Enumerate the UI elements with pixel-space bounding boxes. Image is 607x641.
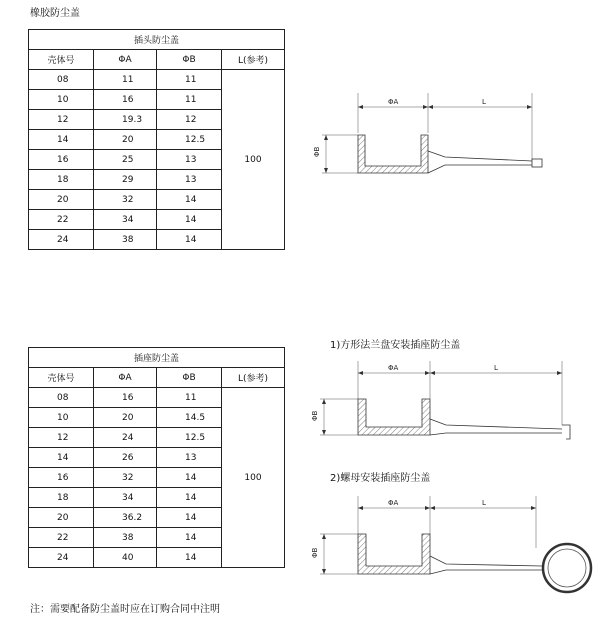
svg-text:ΦB: ΦB [313, 146, 321, 157]
cell-shell-size: 10 [29, 408, 94, 428]
cell-shell-size: 14 [29, 130, 94, 150]
header-shell-size: 壳体号 [29, 50, 94, 70]
drawing-caption-nut: 2)螺母安装插座防尘盖 [330, 473, 431, 484]
cell-shell-size: 18 [29, 488, 94, 508]
cell-dia-a: 29 [94, 170, 157, 190]
cell-dia-a: 20 [94, 130, 157, 150]
cell-dia-a: 26 [94, 448, 157, 468]
cell-shell-size: 12 [29, 110, 94, 130]
dimension-length [430, 496, 536, 548]
dimension-phi-b [313, 135, 358, 173]
cell-dia-a: 11 [94, 70, 157, 90]
table-caption-row [29, 348, 285, 368]
header-dia-b: ΦB [157, 368, 222, 388]
nut-socket-cover-drawing [300, 488, 600, 598]
svg-text:ΦA: ΦA [388, 499, 399, 507]
cell-shell-size: 16 [29, 150, 94, 170]
cell-shell-size: 20 [29, 190, 94, 210]
dimension-length [428, 93, 532, 160]
header-length: L(参考) [222, 50, 285, 70]
cell-dia-a: 40 [94, 548, 157, 568]
cover-body [358, 534, 542, 574]
cell-shell-size: 08 [29, 388, 94, 408]
cell-shell-size: 08 [29, 70, 94, 90]
order-note: 注：需要配备防尘盖时应在订购合同中注明 [30, 604, 220, 615]
cell-dia-a: 34 [94, 210, 157, 230]
svg-text:ΦB: ΦB [311, 547, 319, 558]
table-caption: 插座防尘盖 [29, 348, 285, 368]
cell-dia-a: 34 [94, 488, 157, 508]
cell-dia-a: 32 [94, 190, 157, 210]
cell-dia-b: 14 [157, 548, 222, 568]
svg-text:L: L [482, 499, 486, 507]
cell-dia-b: 14.5 [157, 408, 222, 428]
cell-dia-a: 16 [94, 388, 157, 408]
cell-dia-b: 11 [157, 70, 222, 90]
cell-dia-a: 20 [94, 408, 157, 428]
cell-shell-size: 24 [29, 548, 94, 568]
cell-length: 100 [222, 70, 285, 250]
dimension-length [430, 361, 562, 425]
table-caption-row [29, 30, 285, 50]
table-header-row [29, 50, 285, 70]
cell-shell-size: 18 [29, 170, 94, 190]
header-shell-size: 壳体号 [29, 368, 94, 388]
cell-dia-b: 12.5 [157, 130, 222, 150]
dimension-phi-a [358, 361, 430, 399]
cell-shell-size: 14 [29, 448, 94, 468]
svg-text:ΦB: ΦB [311, 410, 319, 421]
cell-dia-b: 12.5 [157, 428, 222, 448]
retaining-ring [543, 544, 591, 592]
header-dia-a: ΦA [94, 368, 157, 388]
cell-shell-size: 12 [29, 428, 94, 448]
cell-dia-a: 38 [94, 230, 157, 250]
dimension-phi-b [311, 534, 358, 574]
cell-dia-b: 14 [157, 528, 222, 548]
cell-dia-a: 32 [94, 468, 157, 488]
cell-dia-b: 14 [157, 230, 222, 250]
cell-dia-a: 24 [94, 428, 157, 448]
svg-text:L: L [482, 98, 486, 106]
cell-dia-b: 14 [157, 210, 222, 230]
cell-dia-b: 13 [157, 170, 222, 190]
cell-dia-a: 19.3 [94, 110, 157, 130]
cell-dia-b: 14 [157, 488, 222, 508]
table-header-row [29, 368, 285, 388]
cell-shell-size: 22 [29, 528, 94, 548]
cell-dia-b: 14 [157, 468, 222, 488]
cell-dia-a: 38 [94, 528, 157, 548]
cover-body [358, 399, 570, 439]
cell-shell-size: 20 [29, 508, 94, 528]
cell-shell-size: 10 [29, 90, 94, 110]
cell-dia-b: 14 [157, 508, 222, 528]
cell-dia-b: 12 [157, 110, 222, 130]
cell-dia-b: 13 [157, 448, 222, 468]
table-caption: 插头防尘盖 [29, 30, 285, 50]
cell-shell-size: 22 [29, 210, 94, 230]
table-row [29, 388, 285, 408]
cell-dia-b: 13 [157, 150, 222, 170]
dimension-phi-b [311, 399, 358, 435]
cell-dia-b: 14 [157, 190, 222, 210]
svg-text:ΦA: ΦA [388, 364, 399, 372]
cell-dia-a: 25 [94, 150, 157, 170]
page-title: 橡胶防尘盖 [30, 8, 80, 19]
socket-cover-table [28, 347, 285, 568]
table-row [29, 70, 285, 90]
plug-cover-table [28, 29, 285, 250]
cell-dia-a: 36.2 [94, 508, 157, 528]
drawing-caption-flange: 1)方形法兰盘安装插座防尘盖 [330, 340, 461, 351]
cell-shell-size: 24 [29, 230, 94, 250]
header-dia-b: ΦB [157, 50, 222, 70]
flange-socket-cover-drawing [300, 355, 580, 445]
cell-dia-b: 11 [157, 90, 222, 110]
header-dia-a: ΦA [94, 50, 157, 70]
cover-body [358, 135, 542, 173]
cell-length: 100 [222, 388, 285, 568]
plug-cover-drawing [300, 85, 560, 185]
svg-text:L: L [494, 364, 498, 372]
header-length: L(参考) [222, 368, 285, 388]
cell-dia-a: 16 [94, 90, 157, 110]
cell-shell-size: 16 [29, 468, 94, 488]
dimension-phi-a [358, 93, 428, 133]
cell-dia-b: 11 [157, 388, 222, 408]
svg-text:ΦA: ΦA [388, 98, 399, 106]
dimension-phi-a [358, 496, 430, 534]
